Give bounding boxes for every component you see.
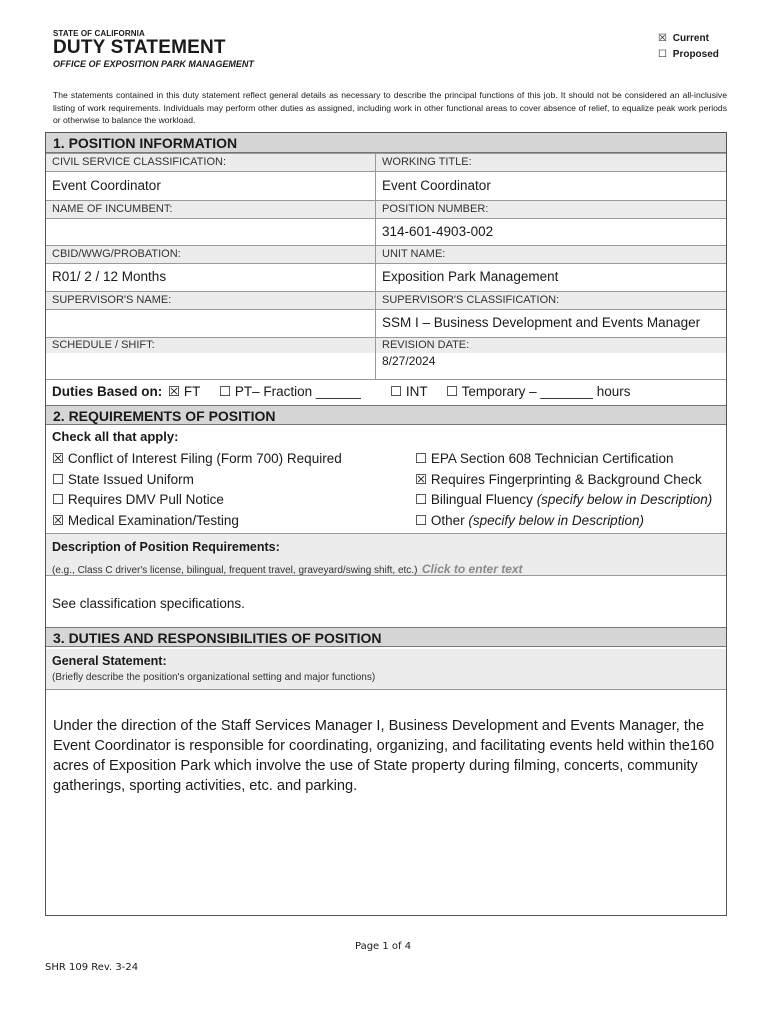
general-statement-hint: (Briefly describe the position's organizational setting and major functions) [52,672,376,683]
form-id: SHR 109 Rev. 3-24 [45,962,139,973]
document-title: DUTY STATEMENT [53,37,226,58]
label-row [46,200,726,218]
revision-date-label: REVISION DATE: [382,339,470,351]
label-row [46,153,726,171]
working-title-field[interactable]: Event Coordinator [382,178,491,193]
description-heading: Description of Position Requirements: [52,540,280,554]
requirements-right-column [415,449,712,531]
requirements-checklist [46,427,726,533]
civil-service-label: CIVIL SERVICE CLASSIFICATION: [46,154,376,171]
general-statement-field[interactable] [46,689,726,915]
label-row [46,245,726,263]
status-current[interactable] [658,33,709,44]
revision-date-field[interactable]: 8/27/2024 [382,354,436,368]
general-statement-heading: General Statement: [52,654,167,668]
value-row [46,171,726,200]
duties-ft-checkbox[interactable]: ☒ FT [168,384,201,399]
value-row [46,218,726,245]
status-proposed[interactable] [658,49,719,60]
label-row [46,337,726,353]
section-heading-duties: 3. DUTIES AND RESPONSIBILITIES OF POSITION [46,627,726,647]
position-number-field[interactable]: 314-601-4903-002 [382,224,494,239]
schedule-field[interactable] [46,353,376,379]
check-all-label: Check all that apply: [52,429,179,444]
status-current-label: Current [672,33,709,44]
value-row [46,353,726,379]
label-row [46,291,726,309]
duties-pt-checkbox[interactable]: ☐ PT– Fraction ______ [219,384,361,399]
description-header [46,533,726,575]
description-value[interactable]: See classification specifications. [52,596,245,611]
status-proposed-label: Proposed [672,49,719,60]
requirement-checkbox[interactable]: ☐ Bilingual Fluency (specify below in Description) [415,492,713,507]
cbid-field[interactable]: R01/ 2 / 12 Months [46,264,376,291]
duties-based-row [46,379,726,403]
state-label: STATE OF CALIFORNIA [53,29,145,38]
unit-name-field[interactable]: Exposition Park Management [382,269,559,284]
civil-service-field[interactable]: Event Coordinator [46,172,376,200]
value-row [46,309,726,337]
section-heading-position-information: 1. POSITION INFORMATION [46,133,726,153]
click-to-enter-text[interactable]: Click to enter text [421,562,523,576]
duties-based-label: Duties Based on: [52,384,163,399]
requirement-checkbox[interactable]: ☒ Conflict of Interest Filing (Form 700) Required [52,451,342,466]
requirement-checkbox[interactable]: ☐ Other (specify below in Description) [415,512,644,528]
office-name: OFFICE OF EXPOSITION PARK MANAGEMENT [53,59,254,69]
page-number: Page 1 of 4 [355,941,412,952]
incumbent-field[interactable] [46,219,376,245]
value-row [46,263,726,291]
incumbent-label: NAME OF INCUMBENT: [46,201,376,218]
supervisor-class-label: SUPERVISOR'S CLASSIFICATION: [382,294,560,306]
unit-name-label: UNIT NAME: [382,248,446,260]
working-title-label: WORKING TITLE: [382,156,472,168]
description-field[interactable] [46,575,726,625]
supervisor-class-field[interactable]: SSM I – Business Development and Events Manager [382,315,701,330]
duties-temporary-checkbox[interactable]: ☐ Temporary – _______ hours [446,384,631,399]
requirements-left-column [52,449,342,531]
intro-statement: The statements contained in this duty statement reflect general details as necessary to describe the principal functions of this job. It should not be considered an all-inclusive listing of work requirements. Individuals may perform other duties as assigned, including work in other functional areas to cover absence of relief, to equalize peak work periods or otherwise to balance the workload. [53,90,727,125]
requirement-checkbox[interactable]: ☒ Medical Examination/Testing [52,512,239,528]
supervisor-name-field[interactable] [46,310,376,337]
supervisor-name-label: SUPERVISOR'S NAME: [46,292,376,309]
duties-int-checkbox[interactable]: ☐ INT [390,384,428,399]
requirement-checkbox[interactable]: ☐ State Issued Uniform [52,471,194,487]
general-statement-header [46,649,726,689]
checkbox-checked-icon[interactable]: ☒ [658,33,667,44]
description-hint: (e.g., Class C driver's license, bilingual, frequent travel, graveyard/swing shift, etc.) [52,565,418,576]
schedule-label: SCHEDULE / SHIFT: [46,338,376,353]
requirement-checkbox[interactable]: ☐ Requires DMV Pull Notice [52,492,224,507]
general-statement-text[interactable]: Under the direction of the Staff Services Manager I, Business Development and Events Manager, the Event Coordinator is responsible for coordinating, organizing, and facilitating events held within the160 acres of Exposition Park which involve the use of State property during filming, concerts, community gatherings, sporting activities, etc. and parking. [53,718,715,794]
section-heading-requirements: 2. REQUIREMENTS OF POSITION [46,405,726,425]
duty-statement-form [45,132,727,916]
requirement-checkbox[interactable]: ☐ EPA Section 608 Technician Certification [415,451,674,466]
position-number-label: POSITION NUMBER: [382,203,489,215]
requirement-checkbox[interactable]: ☒ Requires Fingerprinting & Background Check [415,471,702,487]
checkbox-empty-icon[interactable]: ☐ [658,49,667,60]
cbid-label: CBID/WWG/PROBATION: [46,246,376,263]
